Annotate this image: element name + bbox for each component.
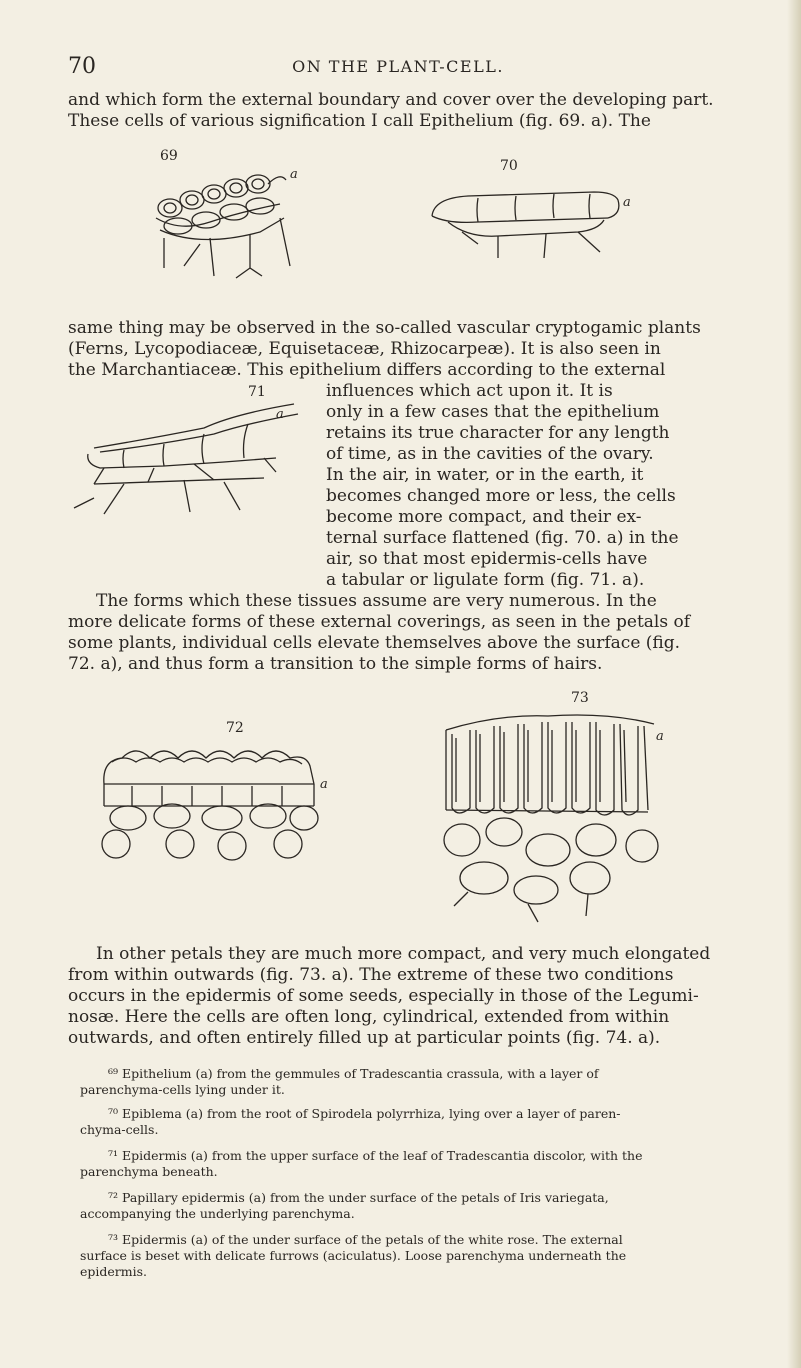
text-line: retains its true character for any length bbox=[326, 423, 670, 443]
figure-70 bbox=[418, 148, 638, 278]
page-header bbox=[68, 54, 728, 80]
text-line: In the air, in water, or in the earth, it bbox=[326, 465, 644, 485]
figure-label: a bbox=[623, 195, 631, 210]
text-line: (Ferns, Lycopodiaceæ, Equisetaceæ, Rhizocarpeæ). It is also seen in bbox=[68, 339, 661, 359]
text-line: 72. a), and thus form a transition to the simple forms of hairs. bbox=[68, 654, 603, 674]
figure-72-drawing bbox=[92, 714, 352, 894]
footnote-72 bbox=[80, 1190, 724, 1222]
figure-69 bbox=[140, 148, 340, 298]
footnote-69 bbox=[80, 1066, 724, 1098]
text-line: same thing may be observed in the so-called vascular cryptogamic plants bbox=[68, 318, 701, 338]
text-line: of time, as in the cavities of the ovary. bbox=[326, 444, 654, 464]
figure-70-drawing bbox=[418, 148, 638, 278]
footnote-line: accompanying the underlying parenchyma. bbox=[80, 1206, 355, 1221]
text-line: the Marchantiaceæ. This epithelium differs according to the external bbox=[68, 360, 666, 380]
figure-number: 70 bbox=[500, 158, 518, 174]
text-line: ternal surface flattened (fig. 70. a) in the bbox=[326, 528, 679, 548]
text-line: occurs in the epidermis of some seeds, especially in those of the Legumi- bbox=[68, 986, 699, 1006]
footnote-line: parenchyma-cells lying under it. bbox=[80, 1082, 285, 1097]
footnote-line: surface is beset with delicate furrows (aciculatus). Loose parenchyma underneath the bbox=[80, 1248, 627, 1263]
footnote-73 bbox=[80, 1232, 724, 1280]
footnote-line: epidermis. bbox=[80, 1264, 148, 1279]
text-line: air, so that most epidermis-cells have bbox=[326, 549, 648, 569]
text-line: a tabular or ligulate form (fig. 71. a). bbox=[326, 570, 645, 590]
figure-number: 71 bbox=[248, 384, 266, 400]
text-line: only in a few cases that the epithelium bbox=[326, 402, 660, 422]
text-line: and which form the external boundary and cover over the developing part. bbox=[68, 90, 714, 110]
text-line: The forms which these tissues assume are very numerous. In the bbox=[96, 591, 657, 611]
footnote-line: ⁷² Papillary epidermis (a) from the under surface of the petals of Iris variegata, bbox=[108, 1190, 609, 1205]
paragraph-3 bbox=[68, 591, 730, 675]
text-line: These cells of various signification I call Epithelium (fig. 69. a). The bbox=[68, 111, 651, 131]
figure-73 bbox=[428, 690, 678, 930]
page-edge-shadow bbox=[787, 0, 801, 1368]
page-number: 70 bbox=[68, 54, 96, 79]
text-line: more delicate forms of these external coverings, as seen in the petals of bbox=[68, 612, 691, 632]
figure-label: a bbox=[656, 729, 664, 744]
text-line: influences which act upon it. It is bbox=[326, 381, 613, 401]
text-line: from within outwards (fig. 73. a). The extreme of these two conditions bbox=[68, 965, 674, 985]
text-line: nosæ. Here the cells are often long, cylindrical, extended from within bbox=[68, 1007, 670, 1027]
text-line: becomes changed more or less, the cells bbox=[326, 486, 676, 506]
text-line: In other petals they are much more compact, and very much elongated bbox=[96, 944, 711, 964]
footnote-line: parenchyma beneath. bbox=[80, 1164, 218, 1179]
text-line: outwards, and often entirely filled up at particular points (fig. 74. a). bbox=[68, 1028, 661, 1048]
footnote-line: ⁷³ Epidermis (a) of the under surface of the petals of the white rose. The external bbox=[108, 1232, 623, 1247]
figure-number: 72 bbox=[226, 720, 244, 736]
figure-72 bbox=[92, 714, 352, 894]
figure-number: 73 bbox=[571, 690, 589, 706]
figure-69-drawing bbox=[140, 148, 340, 298]
paragraph-2 bbox=[68, 318, 730, 381]
figure-73-drawing bbox=[428, 690, 678, 930]
paragraph-1 bbox=[68, 90, 730, 132]
paragraph-4 bbox=[68, 944, 730, 1049]
footnote-line: ⁷⁰ Epiblema (a) from the root of Spirodela polyrrhiza, lying over a layer of paren- bbox=[108, 1106, 621, 1121]
figure-label: a bbox=[290, 167, 298, 182]
footnote-71 bbox=[80, 1148, 724, 1180]
figure-number: 69 bbox=[160, 148, 178, 164]
footnote-line: ⁷¹ Epidermis (a) from the upper surface of the leaf of Tradescantia discolor, with the bbox=[108, 1148, 643, 1163]
figure-71 bbox=[64, 378, 314, 528]
text-line: become more compact, and their ex- bbox=[326, 507, 642, 527]
figure-label: a bbox=[276, 407, 284, 422]
running-title: ON THE PLANT-CELL. bbox=[292, 57, 504, 76]
figure-71-drawing bbox=[64, 378, 314, 528]
footnote-line: ⁶⁹ Epithelium (a) from the gemmules of Tradescantia crassula, with a layer of bbox=[108, 1066, 599, 1081]
text-line: some plants, individual cells elevate themselves above the surface (fig. bbox=[68, 633, 681, 653]
footnote-line: chyma-cells. bbox=[80, 1122, 159, 1137]
figure-label: a bbox=[320, 777, 328, 792]
paragraph-2-wrap bbox=[326, 381, 730, 591]
footnote-70 bbox=[80, 1106, 724, 1138]
